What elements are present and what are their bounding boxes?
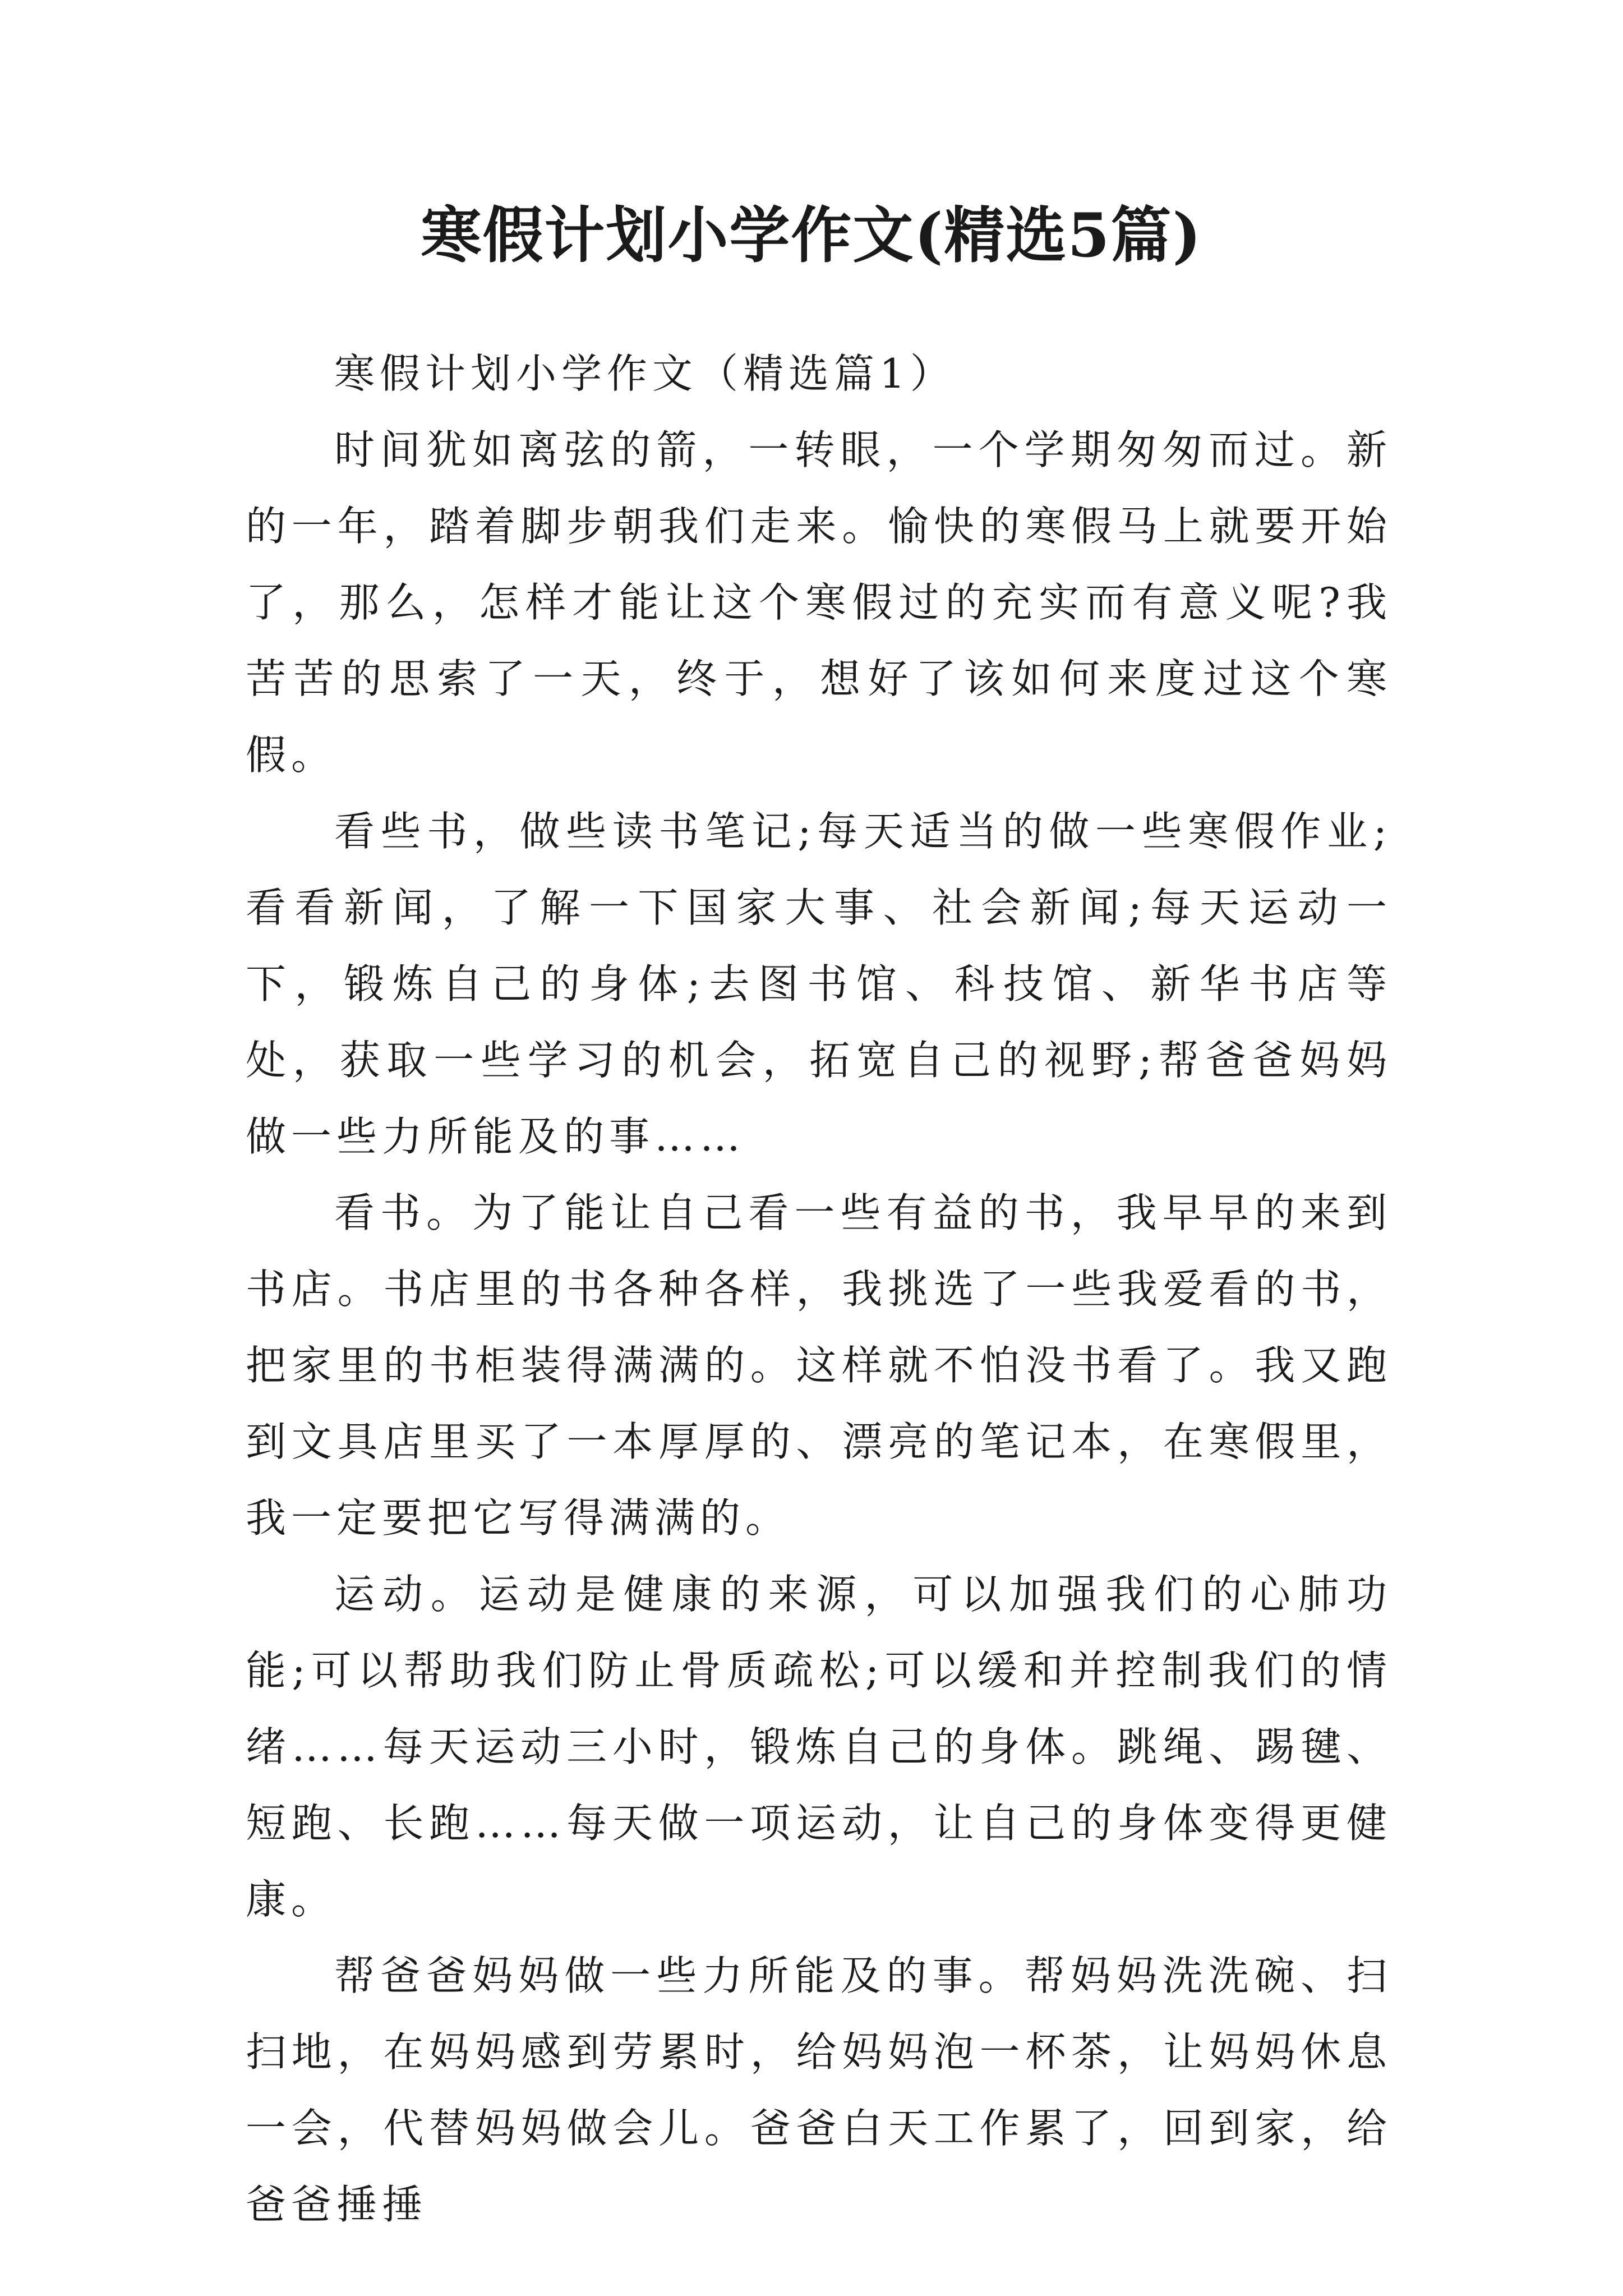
section-heading: 寒假计划小学作文（精选篇1） [334,350,956,397]
document-body [246,335,1392,2243]
paragraph: 看书。为了能让自己看一些有益的书，我早早的来到书店。书店里的书各种各样，我挑选了一些我爱看的书，把家里的书柜装得满满的。这样就不怕没书看了。我又跑到文具店里买了一本厚厚的、漂亮的笔记本，在寒假里，我一定要把它写得满满的。 [246,1189,1392,1542]
paragraph: 帮爸爸妈妈做一些力所能及的事。帮妈妈洗洗碗、扫扫地，在妈妈感到劳累时，给妈妈泡一杯茶，让妈妈休息一会，代替妈妈做会儿。爸爸白天工作累了，回到家，给爸爸捶捶 [246,1952,1392,2228]
document-title: 寒假计划小学作文(精选5篇) [421,200,1202,271]
paragraph: 时间犹如离弦的箭，一转眼，一个学期匆匆而过。新的一年，踏着脚步朝我们走来。愉快的寒假马上就要开始了，那么，怎样才能让这个寒假过的充实而有意义呢?我苦苦的思索了一天，终于，想好了该如何来度过这个寒假。 [246,426,1392,779]
paragraph: 运动。运动是健康的来源，可以加强我们的心肺功能;可以帮助我们防止骨质疏松;可以缓和并控制我们的情绪……每天运动三小时，锻炼自己的身体。跳绳、踢毽、短跑、长跑……每天做一项运动，让自己的身体变得更健康。 [246,1571,1392,1923]
paragraph: 看些书，做些读书笔记;每天适当的做一些寒假作业;看看新闻，了解一下国家大事、社会新闻;每天运动一下，锻炼自己的身体;去图书馆、科技馆、新华书店等处，获取一些学习的机会，拓宽自己的视野;帮爸爸妈妈做一些力所能及的事…… [246,808,1392,1160]
